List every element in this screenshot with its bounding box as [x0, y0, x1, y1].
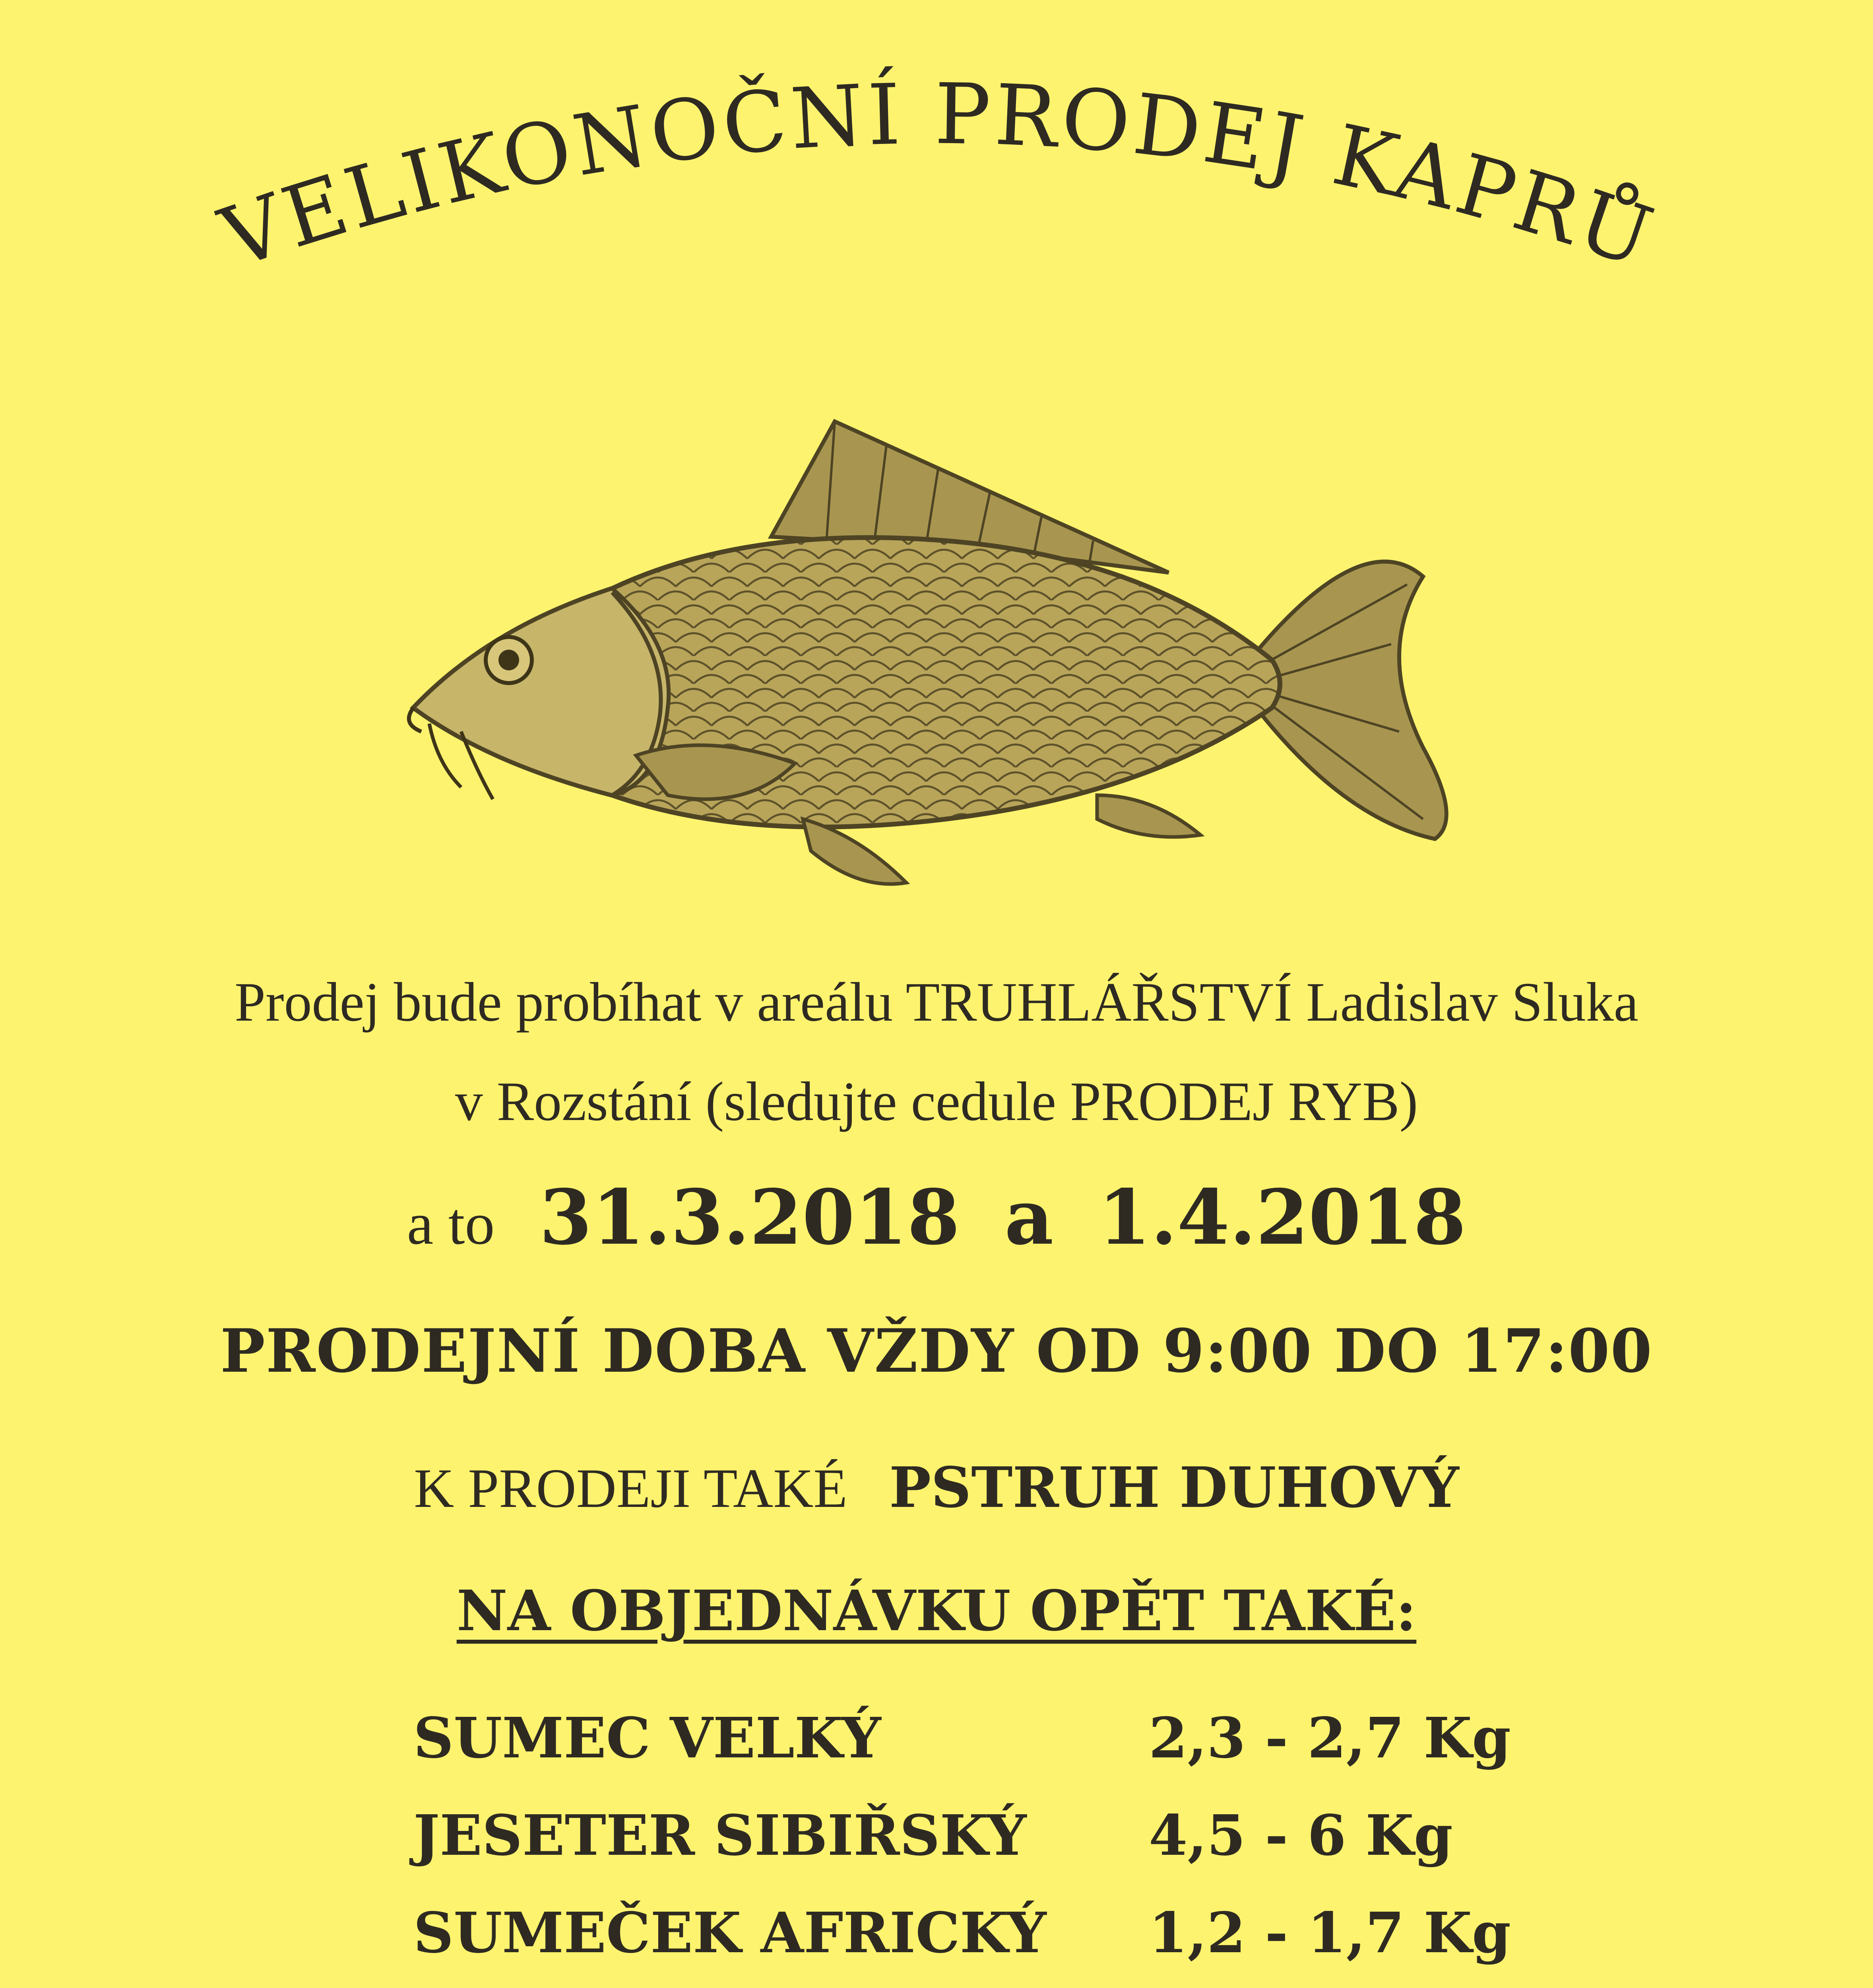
fish-name: JESETER SIBIŘSKÝ	[413, 1803, 1027, 1868]
sale-dates	[0, 1173, 1873, 1262]
also-prefix: K PRODEJI TAKÉ	[414, 1458, 847, 1519]
date-prefix: a to	[407, 1191, 495, 1257]
also-for-sale	[0, 1455, 1873, 1520]
carp-illustration	[390, 406, 1471, 930]
date-join: a	[1004, 1173, 1054, 1262]
fish-name: SUMEC VELKÝ	[413, 1706, 881, 1771]
location-line-2: v Rozstání (sledujte cedule PRODEJ RYB)	[455, 1071, 1418, 1132]
order-heading: NA OBJEDNÁVKU OPĚT TAKÉ:	[456, 1578, 1417, 1644]
fish-name: SUMEČEK AFRICKÝ	[413, 1901, 1047, 1966]
weight-range: 2,3 - 2,7 Kg	[1149, 1706, 1511, 1771]
also-item: PSTRUH DUHOVÝ	[889, 1455, 1459, 1520]
date-second: 1.4.2018	[1098, 1173, 1466, 1262]
svg-text:VELIKONOČNÍ PRODEJ KAPRŮ	[208, 65, 1667, 287]
location-line-1: Prodej bude probíhat v areálu TRUHLÁŘSTVÍ Ladislav Sluka	[235, 971, 1638, 1033]
title-text: VELIKONOČNÍ PRODEJ KAPRŮ	[209, 65, 1667, 288]
weight-range: 4,5 - 6 Kg	[1149, 1803, 1453, 1868]
weight-range: 1,2 - 1,7 Kg	[1149, 1901, 1511, 1966]
date-first: 31.3.2018	[539, 1173, 960, 1262]
opening-hours: PRODEJNÍ DOBA VŽDY OD 9:00 DO 17:00	[220, 1316, 1653, 1386]
poster-title	[0, 0, 1873, 358]
